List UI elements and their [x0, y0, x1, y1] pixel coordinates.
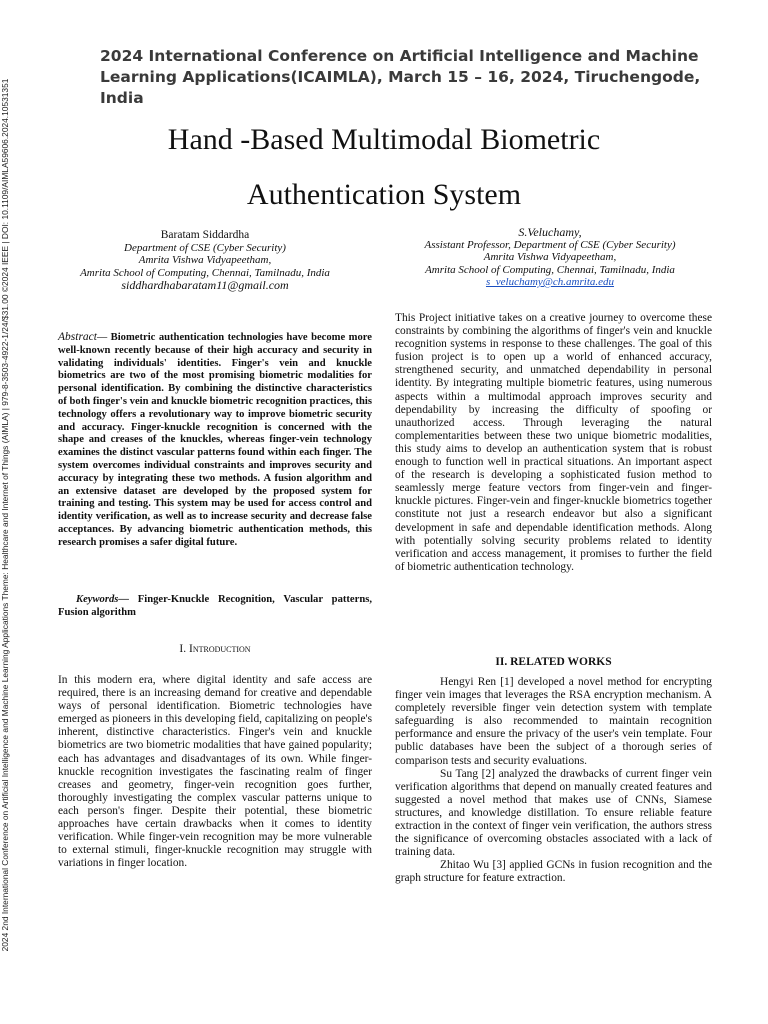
paper-title [80, 112, 688, 222]
author-block-2 [395, 226, 705, 289]
author-email[interactable]: siddhardhabaratam11@gmail.com [121, 278, 289, 292]
abstract [58, 331, 372, 550]
doi-side-strip: 2024 2nd International Conference on Artificial Intelligence and Machine Learning Applications Theme: Healthcare and Internet of Things (AIMLA) | 979-8-3503-4922-1/24/$31.00 ©2024 IEEE | DOI: 10.1109/AIMLA59606.2024.10531351 [0, 78, 10, 952]
title-line-2: Authentication System [246, 178, 522, 211]
author-institution: Amrita Vishwa Vidyapeetham, [483, 251, 617, 263]
author-department: Department of CSE (Cyber Security) [124, 241, 286, 254]
conference-header: 2024 International Conference on Artificial Intelligence and Machine Learning Applications(ICAIMLA), March 15 – 16, 2024, Tiruchengode, India [100, 47, 701, 107]
section-heading-related-works: II. RELATED WORKS [495, 656, 612, 668]
title-line-1: Hand -Based Multimodal Biometric [167, 123, 601, 156]
author-email-link[interactable]: s_veluchamy@ch.amrita.edu [485, 276, 615, 288]
author-school: Amrita School of Computing, Chennai, Tamilnadu, India [80, 266, 330, 279]
related-works-paragraph-3: Zhitao Wu [3] applied GCNs in fusion recognition and the graph structure for feature extraction. [395, 859, 712, 885]
author-institution: Amrita Vishwa Vidyapeetham, [138, 254, 272, 266]
keywords-text: Finger-Knuckle Recognition, Vascular patterns, Fusion algorithm [58, 594, 372, 618]
related-works-body [395, 676, 712, 886]
keywords-label: Keywords— [76, 594, 129, 605]
author-department: Assistant Professor, Department of CSE (Cyber Security) [424, 238, 676, 251]
abstract-label: Abstract— [58, 331, 108, 343]
introduction-continued-paragraph: This Project initiative takes on a creative journey to overcome these constraints by combining the algorithms of finger's vein and knuckle recognition systems in response to these challenges. The goal of this fusion project is to open up a world of enhanced accuracy, strengthened security, and unmatched dependability in personal identity. By integrating multiple biometric features, using numerous aspects within a multimodal approach improves security and dependability by increasing the difficulty of spoofing or unauthorized access. Through leveraging the natural complementarities between these two unique biometric modalities, this study aims to develop an authentication system that is robust enough to function well in practical situations. An important aspect of the research is developing a sophisticated fusion method to seamlessly merge feature vectors from finger-vein and finger-knuckle pictures. Finger-vein and finger-knuckle biometrics together constitute not just a research endeavor but also a significant development in safe and dependable identification methods. Along with potentially solving security problems related to identity verification and access management, it promises to further the field of biometric authentication technology. [395, 312, 712, 573]
keywords [58, 594, 372, 620]
related-works-paragraph-1: Hengyi Ren [1] developed a novel method for encrypting finger vein images that leverages the RSA encryption mechanism. A completely reversible finger vein detection system with template safeguarding is also recommended to maintain recognition performance and ensure the privacy of the user's vein template. Four public databases have been the subject of a thorough series of comparison tests and security evaluations. [395, 676, 712, 767]
introduction-paragraph: In this modern era, where digital identity and safe access are required, there is an increasing demand for creative and dependable ways of personal identification. Biometric technologies have emerged as pioneers in this developing field, capitalizing on people's inherent, distinctive characteristics. Finger's vein and knuckle biometrics are two biometric modalities that have gained popularity; each has advantages and disadvantages of its own. While finger-knuckle recognition investigates the fascinating realm of finger creases and geometry, finger-vein recognition goes further, thoroughly investigating the complex vascular patterns unique to each person's finger. Despite their potential, these biometric approaches have certain drawbacks when it comes to identity verification. While finger-vein recognition may be more vulnerable to external stimuli, finger-knuckle recognition may struggle with variations in finger location. [58, 674, 372, 870]
section-heading-introduction: I. Introduction [179, 643, 251, 655]
author-school: Amrita School of Computing, Chennai, Tamilnadu, India [425, 263, 675, 276]
abstract-text: Biometric authentication technologies have become more well-known recently because of their high accuracy and security in validating individuals' identities. Finger's vein and knuckle biometrics are two of the most promising biometric modalities for personal identification. By combining the distinctive characteristics of both finger's vein and knuckle biometric recognition practices, this technology offers a revolutionary way to improve biometric security and accuracy. Finger-knuckle recognition is concerned with the shape and creases of the knuckles, whereas finger-vein technology examines the distinct vascular patterns found within each finger. The system overcomes individual constraints and improves security and accuracy by integrating these two methods. A fusion algorithm and an extensive dataset are developed by the proposed system for training and testing. This system may be used for access control and identity verification, as well as to increase security and decrease false acceptances. By advancing biometric authentication methods, this research promises a safer digital future. [58, 332, 372, 548]
author-name: Baratam Siddardha [160, 229, 250, 241]
author-name: S.Veluchamy, [518, 225, 582, 239]
related-works-paragraph-2: Su Tang [2] analyzed the drawbacks of current finger vein verification algorithms that depend on manually created features and suggested a novel method that makes use of CNNs, Siamese structures, and knowledge distillation. To ensure reliable feature extraction in the context of finger vein verification, the authors stress the significance of overcoming obstacles associated with a lack of training data. [395, 767, 712, 859]
author-block-1 [60, 229, 350, 292]
